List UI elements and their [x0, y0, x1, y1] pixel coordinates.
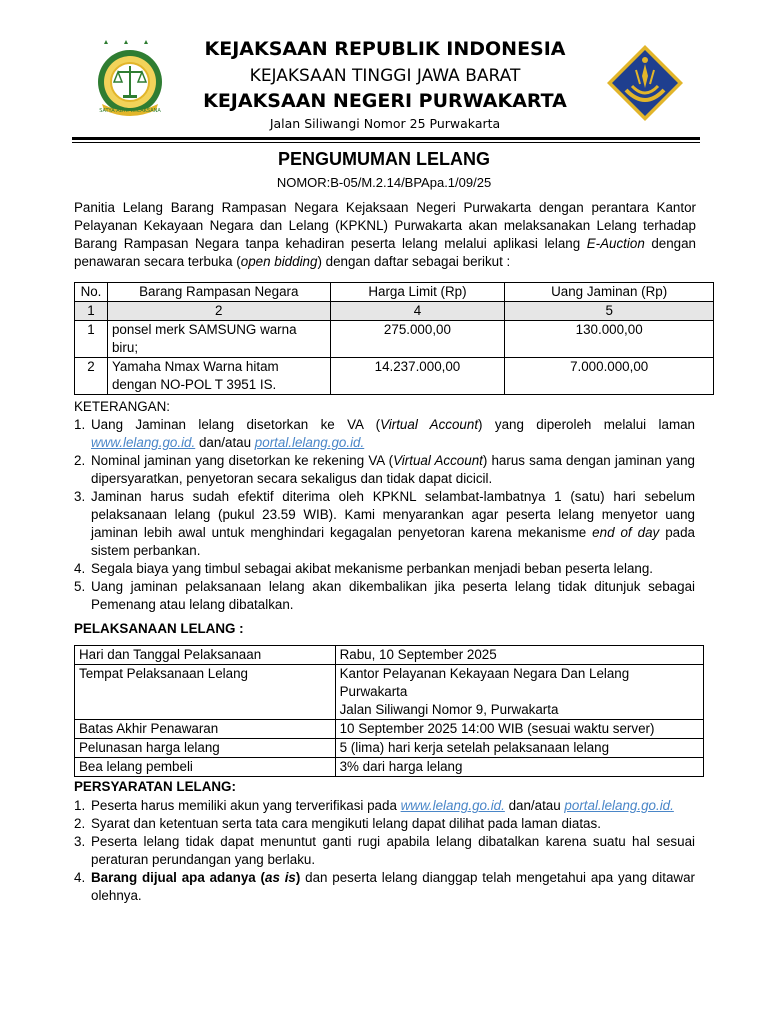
list-item: 1. Uang Jaminan lelang disetorkan ke VA (Virtual Account) yang diperoleh melalui laman www.lelang.go.id. dan/atau portal.lelang.go.id. [74, 417, 695, 450]
high-office-name: KEJAKSAAN TINGGI JAWA BARAT [249, 66, 521, 86]
list-item: 5. Uang jaminan pelaksanaan lelang akan dikembalikan jika peserta lelang tidak ditunjuk sebagai Pemenang atau lelang dibatalkan. [74, 579, 695, 612]
schedule-value: 3% dari harga lelang [335, 758, 703, 777]
header-rule-thin [72, 142, 700, 143]
pelaksanaan-heading: PELAKSANAAN LELANG : [74, 621, 244, 636]
row-item: Yamaha Nmax Warna hitam dengan NO-POL T 3951 IS. [107, 358, 330, 395]
schedule-label: Batas Akhir Penawaran [75, 720, 336, 739]
schedule-label: Tempat Pelaksanaan Lelang [75, 665, 336, 720]
lelang-link[interactable]: www.lelang.go.id. [400, 798, 505, 813]
persyaratan-list [74, 797, 695, 905]
schedule-label: Pelunasan harga lelang [75, 739, 336, 758]
list-item: 3. Jaminan harus sudah efektif diterima oleh KPKNL selambat-lambatnya 1 (satu) hari sebelum pelaksanaan lelang (pukul 23.59 WIB). Kami menyarankan agar peserta lelang menyetor uang jaminan lebih awal untuk menghindari kegagalan penyetoran karena mekanisme end of day pada sistem perbankan. [74, 489, 695, 558]
schedule-label: Bea lelang pembeli [75, 758, 336, 777]
office-address: Jalan Siliwangi Nomor 25 Purwakarta [269, 116, 501, 131]
schedule-value: 5 (lima) hari kerja setelah pelaksanaan lelang [335, 739, 703, 758]
table-row [75, 321, 714, 358]
table-numbering-row [75, 302, 714, 321]
row-item: ponsel merk SAMSUNG warna biru; [107, 321, 330, 358]
portal-lelang-link[interactable]: portal.lelang.go.id. [564, 798, 674, 813]
schedule-value: Kantor Pelayanan Kekayaan Negara Dan Lelang Purwakarta Jalan Siliwangi Nomor 9, Purwakarta [335, 665, 703, 720]
header-item: Barang Rampasan Negara [107, 283, 330, 302]
schedule-label: Hari dan Tanggal Pelaksanaan [75, 646, 336, 665]
row-no: 2 [75, 358, 108, 395]
row-limit: 14.237.000,00 [330, 358, 505, 395]
kejaksaan-emblem-icon [90, 38, 170, 120]
table-row [75, 739, 704, 758]
header-limit: Harga Limit (Rp) [330, 283, 505, 302]
row-no: 1 [75, 321, 108, 358]
emblem-motto: SATYA ADHI WICAKSANA [99, 108, 161, 114]
org-name: KEJAKSAAN REPUBLIK INDONESIA [204, 38, 566, 60]
numbering-cell: 4 [330, 302, 505, 321]
keterangan-heading: KETERANGAN: [74, 399, 170, 414]
row-limit: 275.000,00 [330, 321, 505, 358]
schedule-table [74, 645, 704, 777]
intro-paragraph: Panitia Lelang Barang Rampasan Negara Kejaksaan Negeri Purwakarta dengan perantara Kantor Pelayanan Kekayaan Negara dan Lelang (KPKNL) Purwakarta akan melaksanakan Lelang terhadap Barang Rampasan Negara tanpa kehadiran peserta lelang melalui aplikasi lelang E-Auction dengan penawaran secara terbuka (open bidding) dengan daftar sebagai berikut : [74, 200, 696, 269]
items-table [74, 282, 714, 395]
persyaratan-heading: PERSYARATAN LELANG: [74, 779, 236, 794]
keterangan-list [74, 416, 695, 614]
header-deposit: Uang Jaminan (Rp) [505, 283, 714, 302]
document-number: NOMOR:B-05/M.2.14/BPApa.1/09/25 [276, 175, 492, 190]
numbering-cell: 5 [505, 302, 714, 321]
list-item: 4. Barang dijual apa adanya (as is) dan peserta lelang dianggap telah mengetahui apa yang ditawar olehnya. [74, 870, 695, 903]
list-item: 3. Peserta lelang tidak dapat menuntut ganti rugi apabila lelang dibatalkan karena suatu hal sesuai peraturan perundangan yang berlaku. [74, 834, 695, 867]
table-header-row [75, 283, 714, 302]
office-name: KEJAKSAAN NEGERI PURWAKARTA [203, 90, 567, 112]
numbering-cell: 2 [107, 302, 330, 321]
schedule-value: 10 September 2025 14:00 WIB (sesuai waktu server) [335, 720, 703, 739]
table-row [75, 665, 704, 720]
numbering-cell: 1 [75, 302, 108, 321]
table-row [75, 646, 704, 665]
kemenkeu-logo-icon [606, 44, 684, 122]
list-item: 4. Segala biaya yang timbul sebagai akibat mekanisme perbankan menjadi beban peserta lelang. [74, 561, 654, 576]
table-row [75, 758, 704, 777]
portal-lelang-link[interactable]: portal.lelang.go.id. [254, 435, 365, 450]
page-title: PENGUMUMAN LELANG [278, 149, 490, 169]
table-row [75, 720, 704, 739]
list-item: 2. Syarat dan ketentuan serta tata cara mengikuti lelang dapat dilihat pada laman diatas. [74, 816, 601, 831]
row-deposit: 130.000,00 [505, 321, 714, 358]
row-deposit: 7.000.000,00 [505, 358, 714, 395]
list-item: 2. Nominal jaminan yang disetorkan ke rekening VA (Virtual Account) harus sama dengan jaminan yang dipersyaratkan, penyetoran secara sekaligus dan tidak dapat dicicil. [74, 453, 695, 486]
table-row [75, 358, 714, 395]
schedule-value: Rabu, 10 September 2025 [335, 646, 703, 665]
list-item: 1. Peserta harus memiliki akun yang terverifikasi pada www.lelang.go.id. dan/atau portal.lelang.go.id. [74, 798, 674, 813]
header-rule-thick [72, 137, 700, 140]
lelang-link[interactable]: www.lelang.go.id. [91, 435, 196, 450]
header-no: No. [75, 283, 108, 302]
